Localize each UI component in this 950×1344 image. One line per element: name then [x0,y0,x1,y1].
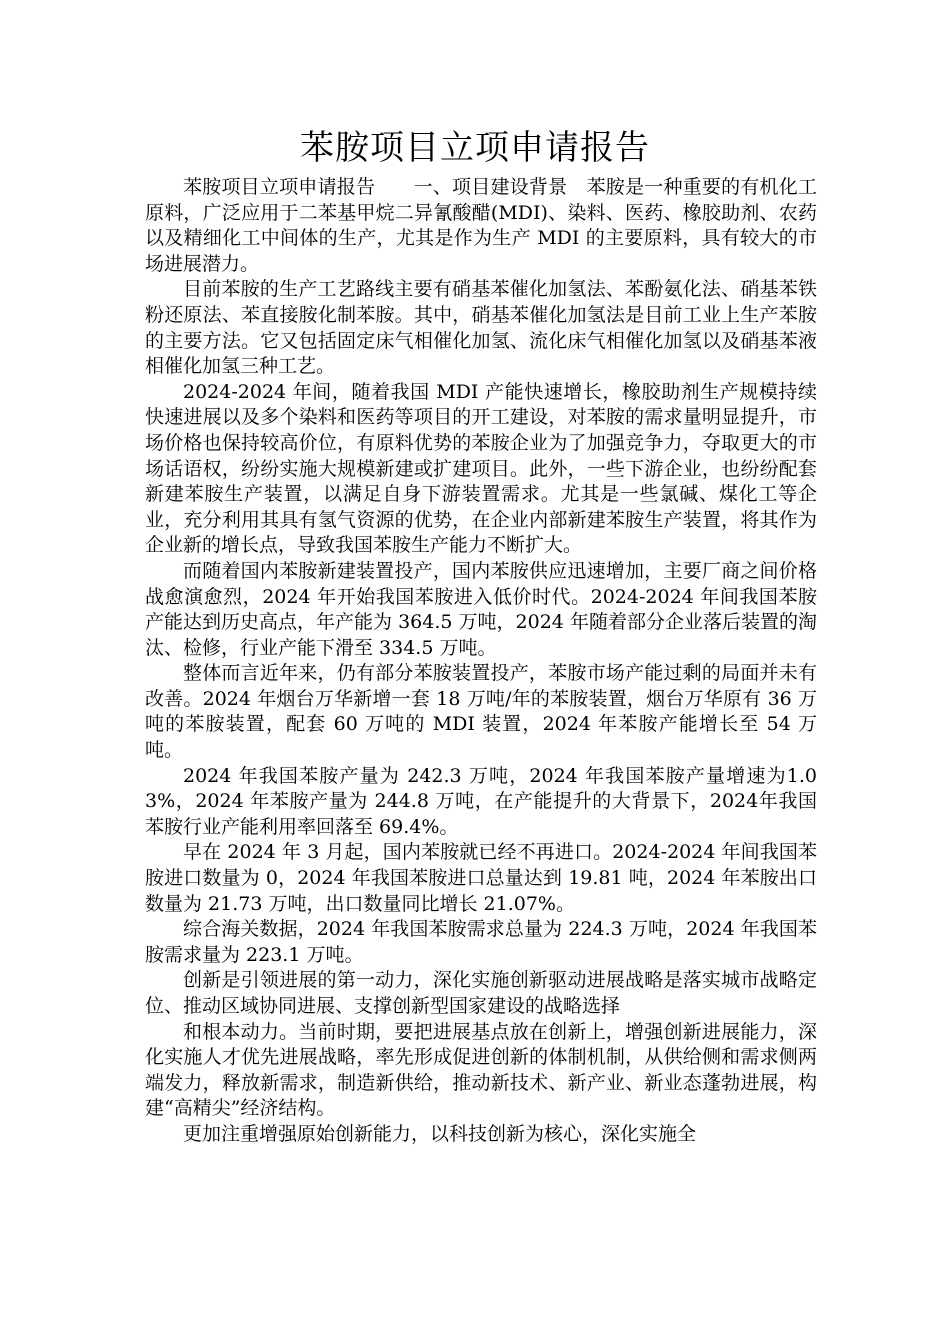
paragraph-8: 综合海关数据，2024 年我国苯胺需求总量为 224.3 万吨，2024 年我国苯胺需求量为 223.1 万吨。 [145,918,817,966]
paragraph-2: 目前苯胺的生产工艺路线主要有硝基苯催化加氢法、苯酚氨化法、硝基苯铁粉还原法、苯直接胺化制苯胺。其中，硝基苯催化加氢法是目前工业上生产苯胺的主要方法。它又包括固定床气相催化加氢、流化床气相催化加氢以及硝基苯液相催化加氢三种工艺。 [145,278,817,378]
paragraph-3: 2024-2024 年间，随着我国 MDI 产能快速增长，橡胶助剂生产规模持续快速进展以及多个染料和医药等项目的开工建设，对苯胺的需求量明显提升，市场价格也保持较高价位，有原料优势的苯胺企业为了加强竞争力，夺取更大的市场话语权，纷纷实施大规模新建或扩建项目。此外，一些下游企业，也纷纷配套新建苯胺生产装置，以满足自身下游装置需求。尤其是一些氯碱、煤化工等企业，充分利用其具有氢气资源的优势，在企业内部新建苯胺生产装置，将其作为企业新的增长点，导致我国苯胺生产能力不断扩大。 [145,380,817,557]
paragraph-11: 更加注重增强原始创新能力，以科技创新为核心，深化实施全 [183,1122,697,1145]
paragraph-5: 整体而言近年来，仍有部分苯胺装置投产，苯胺市场产能过剩的局面并未有改善。2024 年烟台万华新增一套 18 万吨/年的苯胺装置，烟台万华原有 36 万吨的苯胺装置，配套 60 万吨的 MDI 装置，2024 年苯胺产能增长至 54 万吨。 [145,662,817,762]
paragraph-9: 创新是引领进展的第一动力，深化实施创新驱动进展战略是落实城市战略定位、推动区域协同进展、支撑创新型国家建设的战略选择 [145,969,817,1017]
document-title: 苯胺项目立项申请报告 [300,128,650,168]
paragraph-7: 早在 2024 年 3 月起，国内苯胺就已经不再进口。2024-2024 年间我国苯胺进口数量为 0，2024 年我国苯胺进口总量达到 19.81 吨，2024 年苯胺出口数量为 21.73 万吨，出口数量同比增长 21.07%。 [145,841,817,915]
paragraph-10: 和根本动力。当前时期，要把进展基点放在创新上，增强创新进展能力，深化实施人才优先进展战略，率先形成促进创新的体制机制，从供给侧和需求侧两端发力，释放新需求，制造新供给，推动新技术、新产业、新业态蓬勃进展，构建“高精尖”经济结构。 [145,1020,817,1120]
document-body [145,175,817,1148]
paragraph-4: 而随着国内苯胺新建装置投产，国内苯胺供应迅速增加，主要厂商之间价格战愈演愈烈，2024 年开始我国苯胺进入低价时代。2024-2024 年间我国苯胺产能达到历史高点，年产能为 364.5 万吨，2024 年随着部分企业落后装置的淘汰、检修，行业产能下滑至 334.5 万吨。 [145,559,817,659]
paragraph-6: 2024 年我国苯胺产量为 242.3 万吨，2024 年我国苯胺产量增速为1.03%，2024 年苯胺产量为 244.8 万吨，在产能提升的大背景下，2024年我国苯胺行业产能利用率回落至 69.4%。 [145,764,817,838]
paragraph-1: 苯胺项目立项申请报告 一、项目建设背景 苯胺是一种重要的有机化工原料，广泛应用于二苯基甲烷二异氰酸醋(MDI)、染料、医药、橡胶助剂、农药以及精细化工中间体的生产，尤其是作为生产 MDI 的主要原料，具有较大的市场进展潜力。 [145,176,817,275]
